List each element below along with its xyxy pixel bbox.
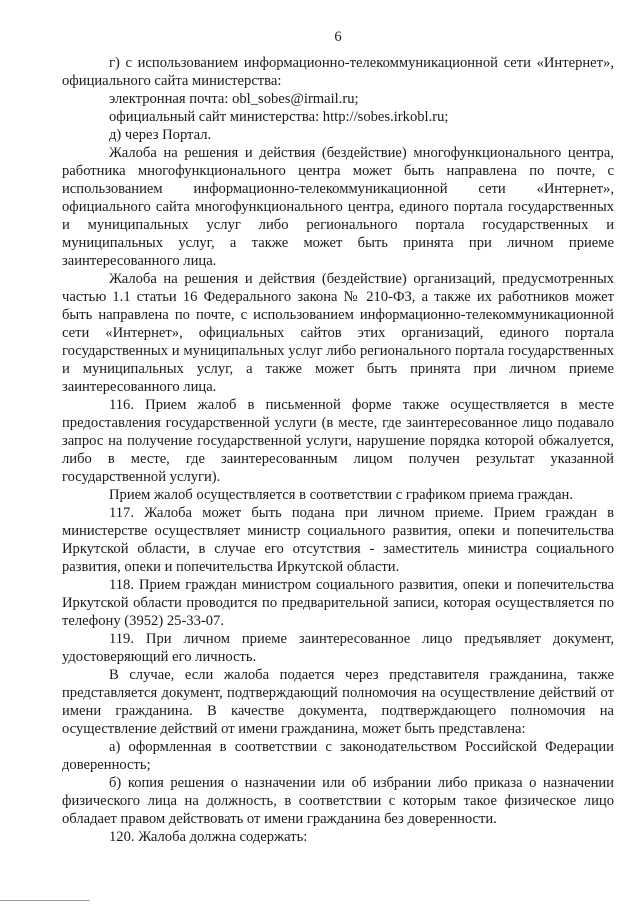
document-page <box>62 28 614 846</box>
paragraph-representative: В случае, если жалоба подается через представителя гражданина, также представляется документ, подтверждающий полномочия на осуществление действий от имени гражданина. В качестве документа, подтверждающего полномочия на осуществление действий от имени гражданина, может быть представлена: <box>62 667 614 737</box>
paragraph-117: 117. Жалоба может быть подана при личном приеме. Прием граждан в министерстве осуществляет министр социального развития, опеки и попечительства Иркутской области, в случае его отсутствия - заместитель министра социального развития, опеки и попечительства Иркутской области. <box>62 505 614 575</box>
paragraph-119: 119. При личном приеме заинтересованное лицо предъявляет документ, удостоверяющий его личность. <box>62 631 614 665</box>
paragraph-118: 118. Прием граждан министром социального развития, опеки и попечительства Иркутской области проводится по предварительной записи, которая осуществляется по телефону (3952) 25-33-07. <box>62 577 614 629</box>
paragraph-schedule: Прием жалоб осуществляется в соответствии с графиком приема граждан. <box>109 487 573 503</box>
paragraph-116: 116. Прием жалоб в письменной форме также осуществляется в месте предоставления государственной услуги (в месте, где заинтересованное лицо подавало запрос на получение государственной услуги, нарушение порядка которой обжалуется, либо в месте, где заинтересованным лицом получен результат указанной государственной услуги). <box>62 397 614 485</box>
paragraph-mfc-complaint: Жалоба на решения и действия (бездействие) многофункционального центра, работника многофункционального центра может быть направлена по почте, с использованием информационно-телекоммуникационной сети «Интернет», официального сайта многофункционального центра, единого портала государственных и муниципальных услуг либо регионального портала государственных и муниципальных услуг, а также может быть принята при личном приеме заинтересованного лица. <box>62 145 614 269</box>
paragraph-120: 120. Жалоба должна содержать: <box>109 829 308 845</box>
paragraph-org-complaint: Жалоба на решения и действия (бездействие) организаций, предусмотренных частью 1.1 статьи 16 Федерального закона № 210-ФЗ, а также их работников может быть направлена по почте, с использованием информационно-телекоммуникационной сети «Интернет», официальных сайтов этих организаций, единого портала государственных и муниципальных услуг либо регионального портала государственных и муниципальных услуг, а также может быть принята при личном приеме заинтересованного лица. <box>62 271 614 395</box>
paragraph-item-a: а) оформленная в соответствии с законодательством Российской Федерации доверенность; <box>62 739 614 773</box>
page-number: 6 <box>334 29 342 45</box>
paragraph-item-b: б) копия решения о назначении или об избрании либо приказа о назначении физического лица на должность, в соответствии с которым такое физическое лицо обладает правом действовать от имени гражданина без доверенности. <box>62 775 614 827</box>
paragraph-1: г) с использованием информационно-телекоммуникационной сети «Интернет», официального сайта министерства: <box>62 55 614 89</box>
paragraph-email: электронная почта: obl_sobes@irmail.ru; <box>109 91 359 107</box>
paragraph-website: официальный сайт министерства: http://sobes.irkobl.ru; <box>109 109 449 125</box>
footer-divider <box>0 900 90 901</box>
paragraph-portal: д) через Портал. <box>109 127 212 143</box>
